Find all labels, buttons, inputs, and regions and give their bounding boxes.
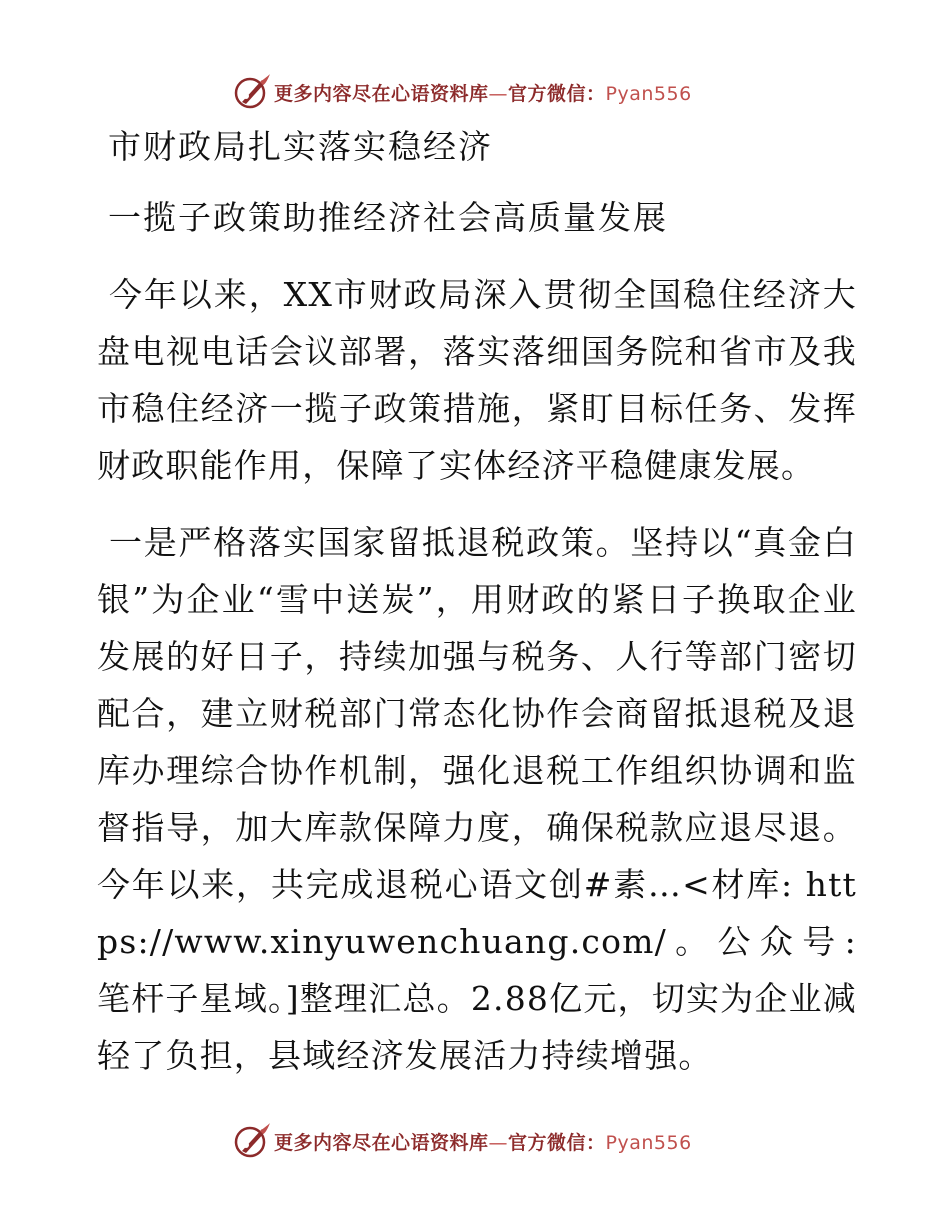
header-watermark	[232, 72, 692, 112]
quill-pen-logo-icon	[232, 1121, 272, 1161]
paragraph-tax-refund: 一是严格落实国家留抵退税政策。坚持以“真金白银”为企业“雪中送炭”，用财政的紧日子换取企业发展的好日子，持续加强与税务、人行等部门密切配合，建立财税部门常态化协作会商留抵退税及退库办理综合协作机制，强化退税工作组织协调和监督指导，加大库款保障力度，确保税款应退尽退。今年以来，共完成退税心语文创#素…<材库: https://www.xinyuwenchuang.com/。公众号: 笔杆子星域。]整理汇总。2.88亿元，切实为企业减轻了负担，县域经济发展活力持续增强。	[97, 523, 857, 1075]
watermark-dash: —	[488, 1131, 509, 1154]
watermark-text	[274, 79, 692, 106]
watermark-label: 官方微信：	[508, 82, 606, 105]
footer-watermark	[232, 1121, 692, 1161]
document-title-line2: 一揽子政策助推经济社会高质量发展	[108, 198, 668, 237]
paragraph-intro: 今年以来，XX市财政局深入贯彻全国稳住经济大盘电视电话会议部署，落实落细国务院和省市及我市稳住经济一揽子政策措施，紧盯目标任务、发挥财政职能作用，保障了实体经济平稳健康发展。	[97, 275, 857, 485]
quill-pen-logo-icon	[232, 72, 272, 112]
watermark-label: 官方微信：	[508, 1131, 606, 1154]
watermark-main-text: 更多内容尽在心语资料库	[274, 1131, 489, 1154]
watermark-dash: —	[488, 82, 509, 105]
watermark-wechat-id: Pyan556	[605, 1131, 692, 1154]
document-title-line1: 市财政局扎实落实稳经济	[108, 127, 493, 166]
watermark-wechat-id: Pyan556	[605, 82, 692, 105]
watermark-main-text: 更多内容尽在心语资料库	[274, 82, 489, 105]
watermark-text	[274, 1128, 692, 1155]
